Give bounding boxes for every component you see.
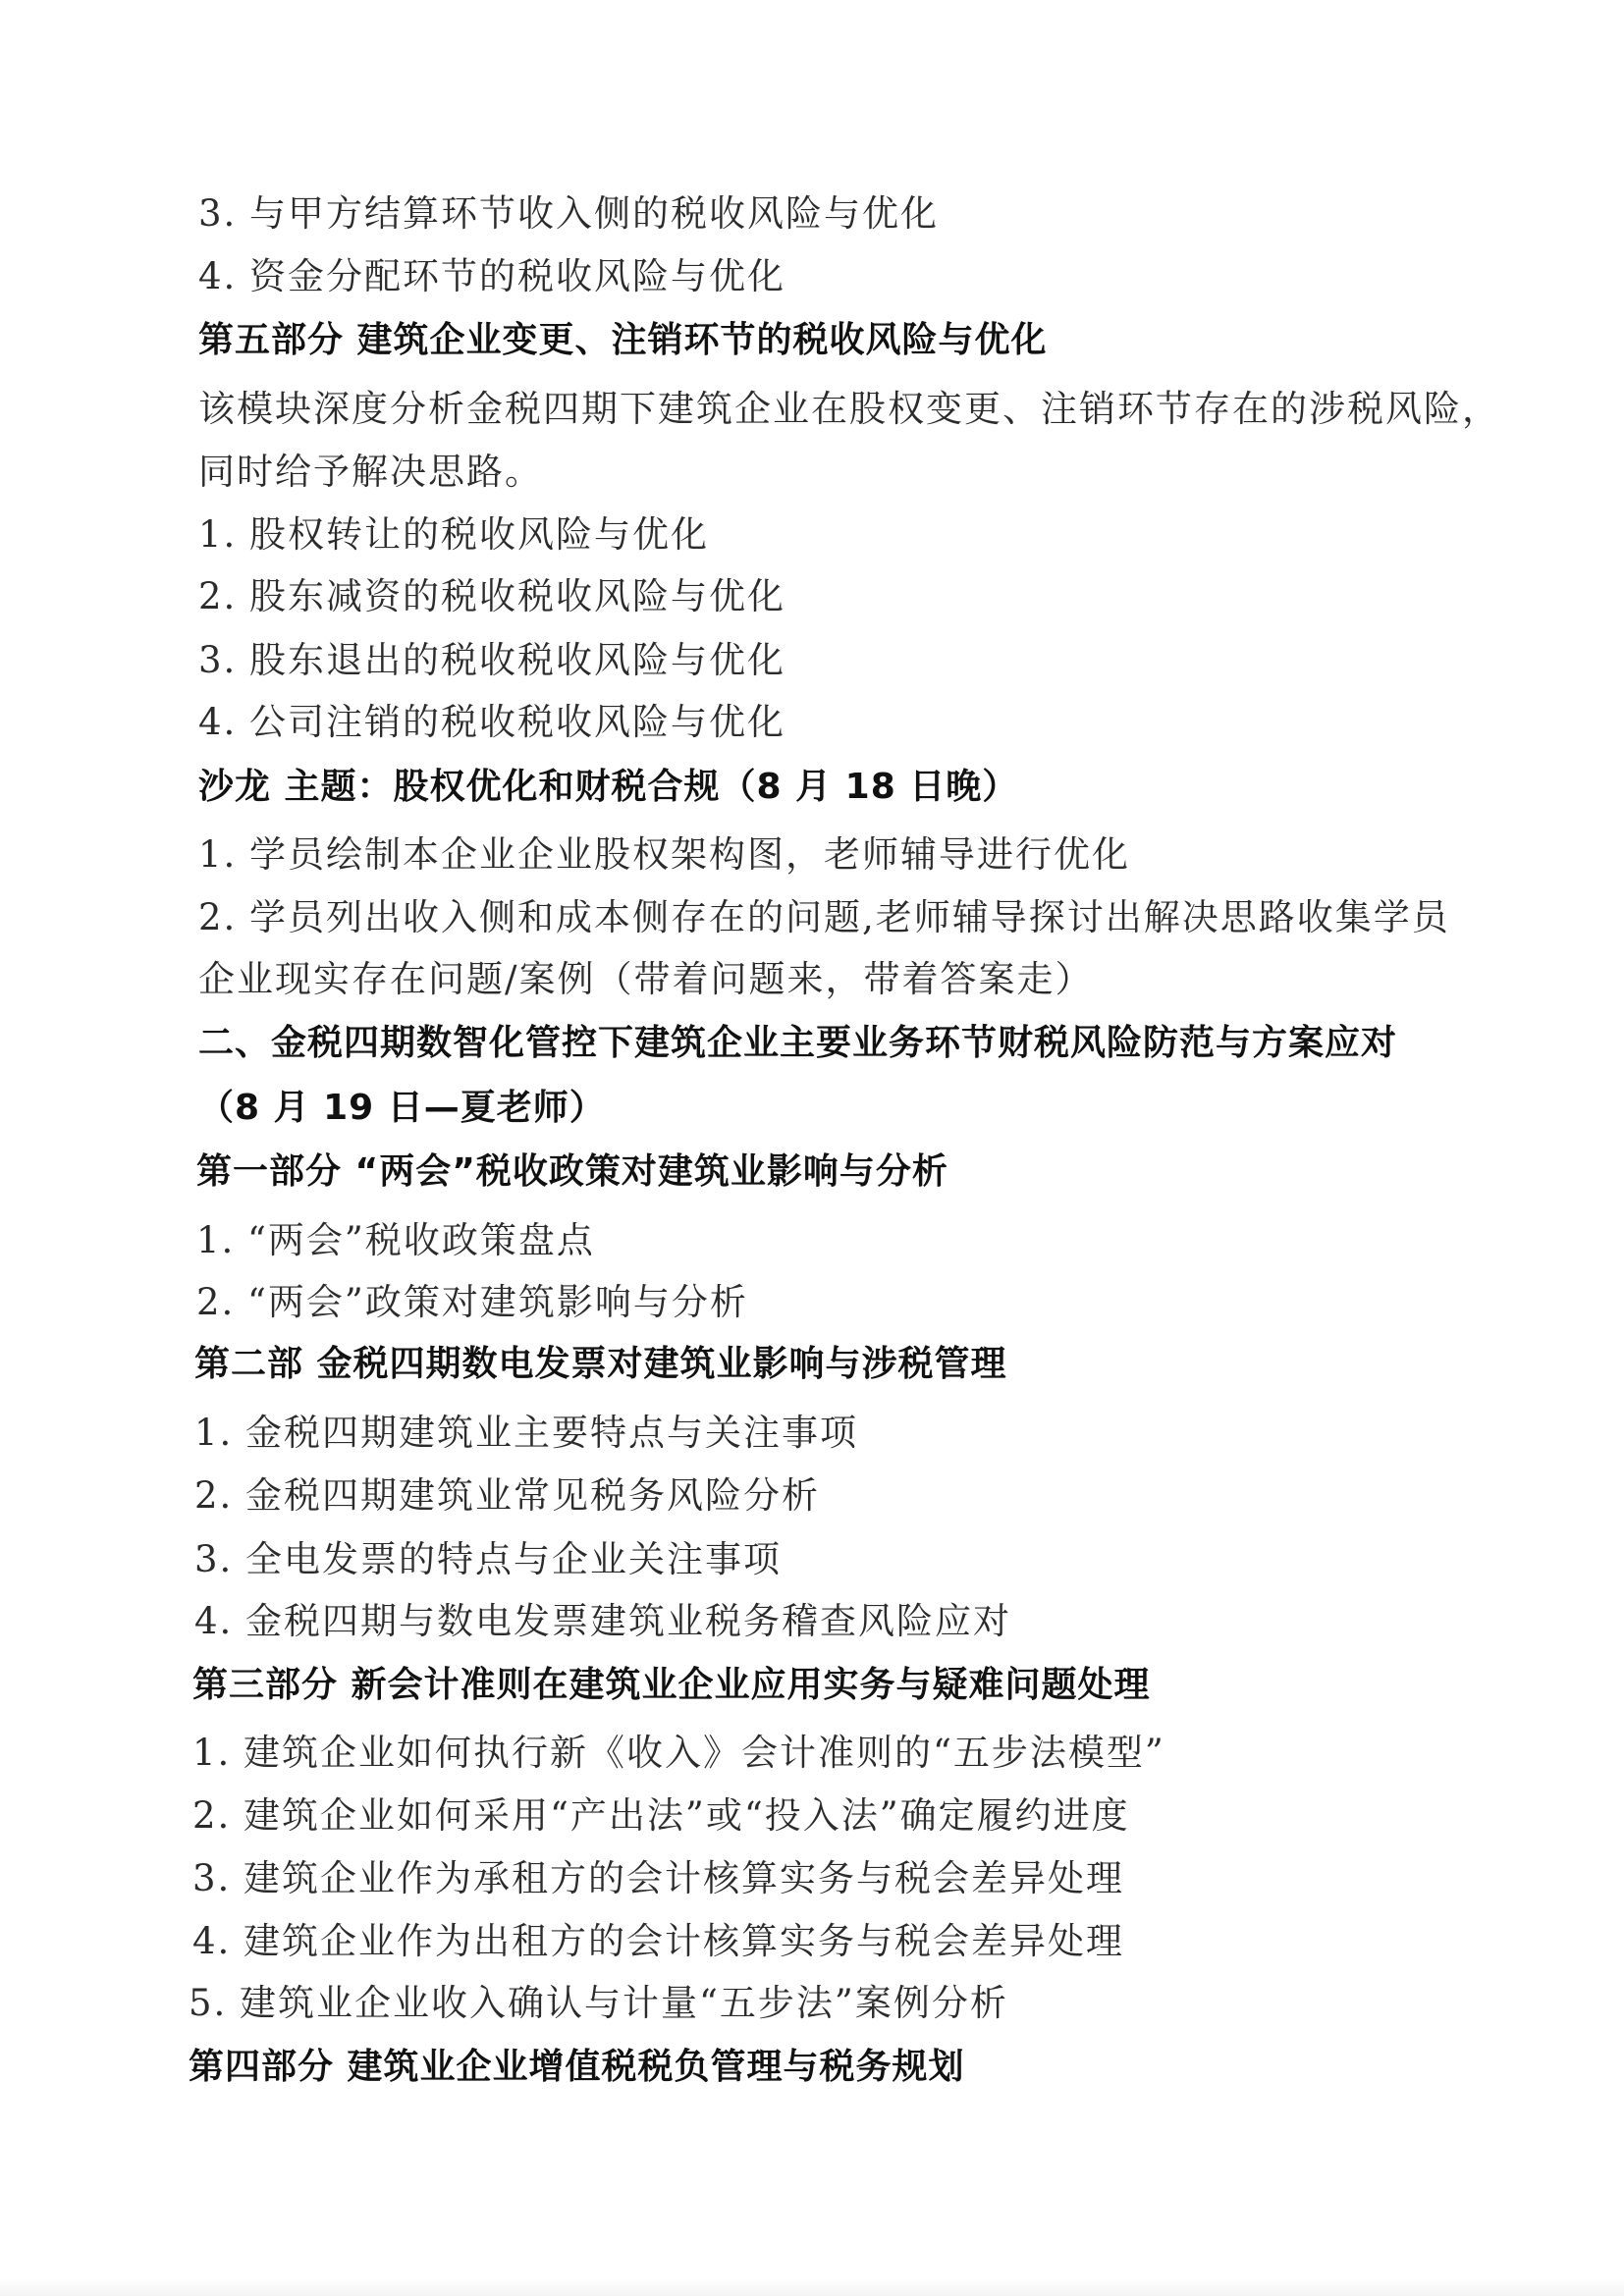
paragraph-line: 该模块深度分析金税四期下建筑企业在股权变更、注销环节存在的涉税风险，	[198, 388, 1500, 430]
list-item	[189, 1981, 1008, 2026]
list-item	[192, 1731, 1165, 1776]
list-item	[196, 1280, 748, 1325]
item-number: 1.	[192, 1732, 232, 1774]
item-text: “两会”税收政策盘点	[247, 1219, 595, 1261]
item-number: 4.	[198, 701, 238, 743]
list-item	[198, 254, 785, 299]
item-text: 建筑业企业收入确认与计量“五步法”案例分析	[240, 1982, 1008, 2024]
item-text: 与甲方结算环节收入侧的税收风险与优化	[249, 192, 939, 235]
item-text: 金税四期建筑业主要特点与关注事项	[245, 1412, 858, 1454]
item-text: 学员列出收入侧和成本侧存在的问题,老师辅导探讨出解决思路收集学员	[249, 896, 1450, 938]
item-number: 4.	[192, 1920, 232, 1962]
item-number: 3.	[192, 1857, 232, 1899]
list-item	[192, 1919, 1124, 1964]
item-number: 3.	[194, 1538, 234, 1580]
item-number: 4.	[198, 255, 238, 297]
list-item	[194, 1599, 1011, 1644]
chapter-heading: 二、金税四期数智化管控下建筑企业主要业务环节财税风险防范与方案应对	[198, 1023, 1398, 1063]
list-item	[198, 832, 1130, 878]
section-heading: 第四部分 建筑业企业增值税税负管理与税务规划	[189, 2047, 965, 2087]
list-item	[192, 1793, 1130, 1839]
list-item	[196, 1218, 595, 1263]
item-number: 1.	[196, 1219, 236, 1261]
list-item	[194, 1473, 820, 1519]
list-item	[192, 1856, 1124, 1901]
item-text: 资金分配环节的税收风险与优化	[249, 255, 785, 297]
item-text: 股东减资的税收税收风险与优化	[249, 575, 785, 617]
item-number: 3.	[198, 192, 238, 235]
list-item	[198, 895, 1450, 940]
item-number: 2.	[192, 1794, 232, 1837]
item-text: 股权转让的税收风险与优化	[249, 513, 709, 556]
section-heading: 第三部分 新会计准则在建筑业企业应用实务与疑难问题处理	[192, 1665, 1151, 1705]
item-number: 2.	[196, 1281, 236, 1323]
list-item	[198, 574, 785, 619]
item-text: 股东退出的税收税收风险与优化	[249, 639, 785, 681]
paragraph-line: 企业现实存在问题/案例（带着问题来，带着答案走）	[198, 958, 1094, 1000]
salon-heading: 沙龙 主题：股权优化和财税合规（8 月 18 日晚）	[198, 767, 1019, 807]
item-number: 4.	[194, 1600, 234, 1642]
item-number: 3.	[198, 639, 238, 681]
section-heading: 第五部分 建筑企业变更、注销环节的税收风险与优化	[198, 320, 1048, 360]
section-heading: 第一部分 “两会”税收政策对建筑业影响与分析	[196, 1151, 948, 1192]
item-text: 全电发票的特点与企业关注事项	[245, 1538, 782, 1580]
item-text: 建筑企业如何采用“产出法”或“投入法”确定履约进度	[244, 1794, 1130, 1837]
item-number: 1.	[198, 833, 238, 876]
item-number: 5.	[189, 1982, 228, 2024]
list-item	[198, 191, 939, 237]
item-text: 公司注销的税收税收风险与优化	[249, 701, 785, 743]
chapter-heading-date: （8 月 19 日—夏老师）	[198, 1088, 606, 1128]
section-heading: 第二部 金税四期数电发票对建筑业影响与涉税管理	[194, 1344, 1007, 1384]
item-number: 1.	[194, 1412, 234, 1454]
scan-bottom-edge	[0, 2278, 1624, 2296]
item-text: 建筑企业如何执行新《收入》会计准则的“五步法模型”	[244, 1732, 1165, 1774]
item-number: 2.	[198, 896, 238, 938]
list-item	[198, 638, 785, 683]
item-number: 2.	[198, 575, 238, 617]
paragraph-line: 同时给予解决思路。	[198, 451, 543, 493]
item-text: 建筑企业作为承租方的会计核算实务与税会差异处理	[244, 1857, 1124, 1899]
list-item	[198, 512, 709, 558]
item-number: 2.	[194, 1474, 234, 1517]
item-text: 金税四期建筑业常见税务风险分析	[245, 1474, 820, 1517]
item-text: 建筑企业作为出租方的会计核算实务与税会差异处理	[244, 1920, 1124, 1962]
item-text: 学员绘制本企业企业股权架构图，老师辅导进行优化	[249, 833, 1130, 876]
item-number: 1.	[198, 513, 238, 556]
item-text: “两会”政策对建筑影响与分析	[247, 1281, 748, 1323]
item-text: 金税四期与数电发票建筑业税务稽查风险应对	[245, 1600, 1011, 1642]
list-item	[194, 1411, 858, 1456]
list-item	[194, 1537, 782, 1582]
list-item	[198, 700, 785, 745]
